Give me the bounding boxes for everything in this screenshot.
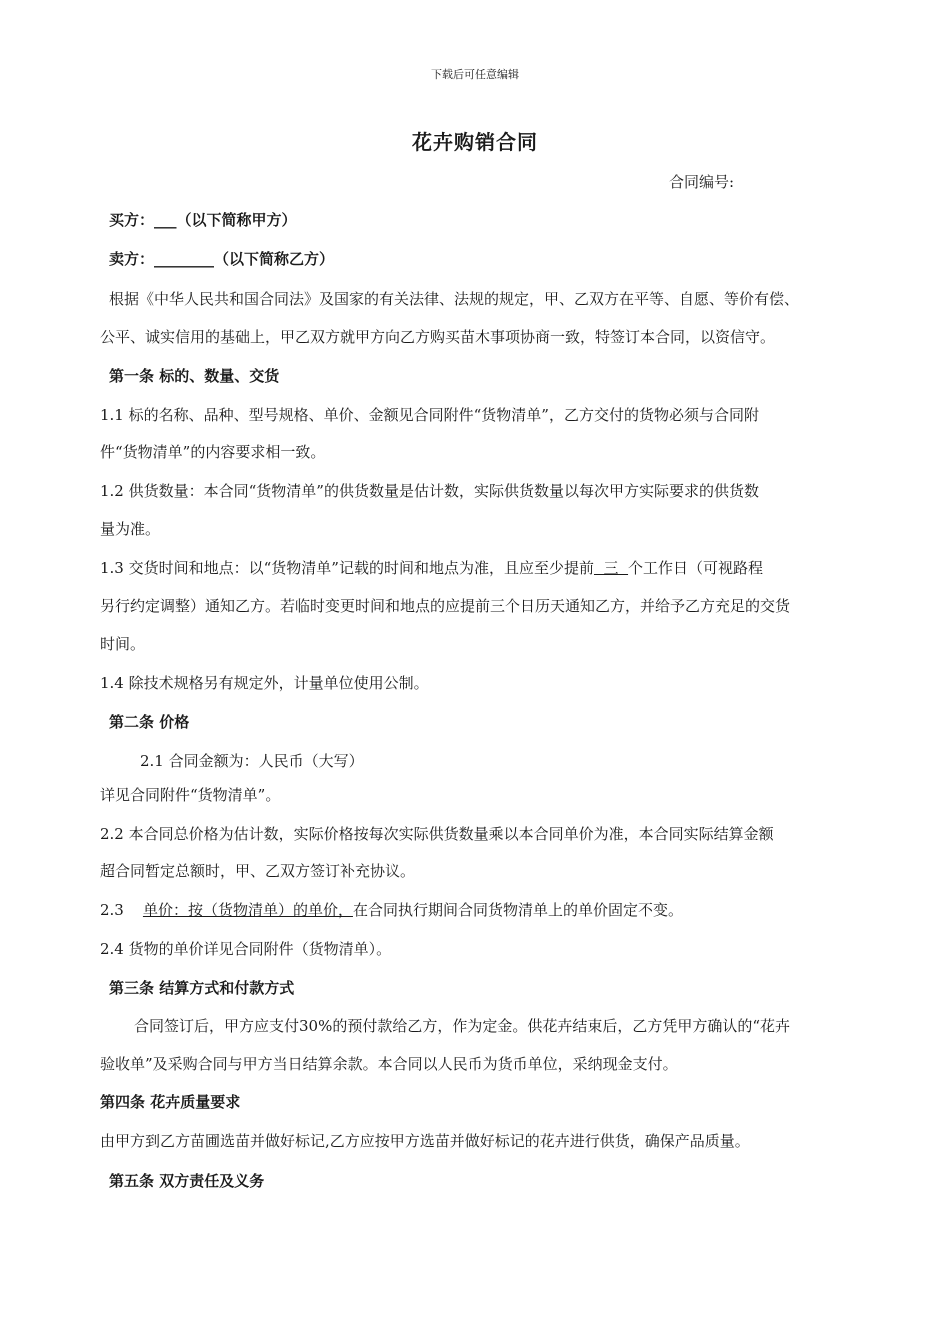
document-title: 花卉购销合同	[412, 130, 538, 154]
clause-2-4: 2.4 货物的单价详见合同附件（货物清单）。	[100, 940, 392, 958]
clause-1-3-text-b: 个工作日（可视路程	[628, 559, 764, 577]
clause-2-3-underlined: 单价：按（货物清单）的单价，	[142, 901, 353, 919]
clause-2-2-line-1: 2.2 本合同总价格为估计数，实际价格按每次实际供货数量乘以本合同单价为准，本合同实际结算金额	[100, 825, 774, 843]
clause-1-3-text-a: 1.3 交货时间和地点：以“货物清单”记载的时间和地点为准，且应至少提前	[100, 559, 594, 577]
contract-number-label: 合同编号:	[669, 173, 735, 191]
article-3-line-1: 合同签订后，甲方应支付30%的预付款给乙方，作为定金。供花卉结束后，乙方凭甲方确认的“花卉	[134, 1017, 791, 1035]
clause-1-3-days: 三	[593, 559, 629, 577]
article-3-line-2: 验收单”及采购合同与甲方当日结算余款。本合同以人民币为货币单位，采纳现金支付。	[100, 1055, 678, 1073]
clause-1-2-line-1: 1.2 供货数量：本合同“货物清单”的供货数量是估计数，实际供货数量以每次甲方实际要求的供货数	[100, 482, 759, 500]
clause-1-3-line-1	[100, 557, 763, 578]
seller-label: 卖方：	[109, 250, 155, 268]
buyer-blank: ___	[154, 211, 177, 229]
seller-blank: ________	[154, 250, 215, 268]
clause-2-1: 2.1 合同金额为：人民币（大写）	[140, 752, 364, 770]
clause-2-2-line-2: 超合同暂定总额时，甲、乙双方签订补充协议。	[100, 862, 416, 880]
seller-suffix: （以下简称乙方）	[214, 250, 335, 268]
clause-1-3-line-2: 另行约定调整）通知乙方。若临时变更时间和地点的应提前三个日历天通知乙方，并给予乙方充足的交货	[100, 597, 791, 615]
clause-2-3-rest: 在合同执行期间合同货物清单上的单价固定不变。	[352, 901, 683, 919]
clause-1-1-line-1: 1.1 标的名称、品种、型号规格、单价、金额见合同附件“货物清单”，乙方交付的货物必须与合同附	[100, 406, 759, 424]
clause-2-3	[100, 899, 683, 920]
buyer-label: 买方：	[109, 211, 155, 229]
article-4-heading: 第四条 花卉质量要求	[100, 1093, 241, 1111]
buyer-line	[109, 209, 297, 230]
intro-line-1: 根据《中华人民共和国合同法》及国家的有关法律、法规的规定，甲、乙双方在平等、自愿、等价有偿、	[109, 290, 800, 308]
clause-1-1-line-2: 件“货物清单”的内容要求相一致。	[100, 443, 326, 461]
article-2-heading: 第二条 价格	[109, 713, 190, 731]
article-4-body: 由甲方到乙方苗圃选苗并做好标记,乙方应按甲方选苗并做好标记的花卉进行供货，确保产品质量。	[100, 1132, 750, 1150]
header-note: 下载后可任意编辑	[431, 68, 519, 81]
seller-line	[109, 248, 334, 269]
buyer-suffix: （以下简称甲方）	[176, 211, 297, 229]
clause-1-3-line-3: 时间。	[100, 635, 146, 653]
clause-2-3-number: 2.3	[100, 901, 143, 919]
article-5-heading: 第五条 双方责任及义务	[109, 1172, 265, 1190]
article-1-heading: 第一条 标的、数量、交货	[109, 367, 280, 385]
clause-1-4: 1.4 除技术规格另有规定外，计量单位使用公制。	[100, 674, 429, 692]
article-3-heading: 第三条 结算方式和付款方式	[109, 979, 295, 997]
clause-1-2-line-2: 量为准。	[100, 520, 161, 538]
clause-2-1-detail: 详见合同附件“货物清单”。	[100, 786, 281, 804]
intro-line-2: 公平、诚实信用的基础上，甲乙双方就甲方向乙方购买苗木事项协商一致，特签订本合同，以资信守。	[100, 328, 776, 346]
